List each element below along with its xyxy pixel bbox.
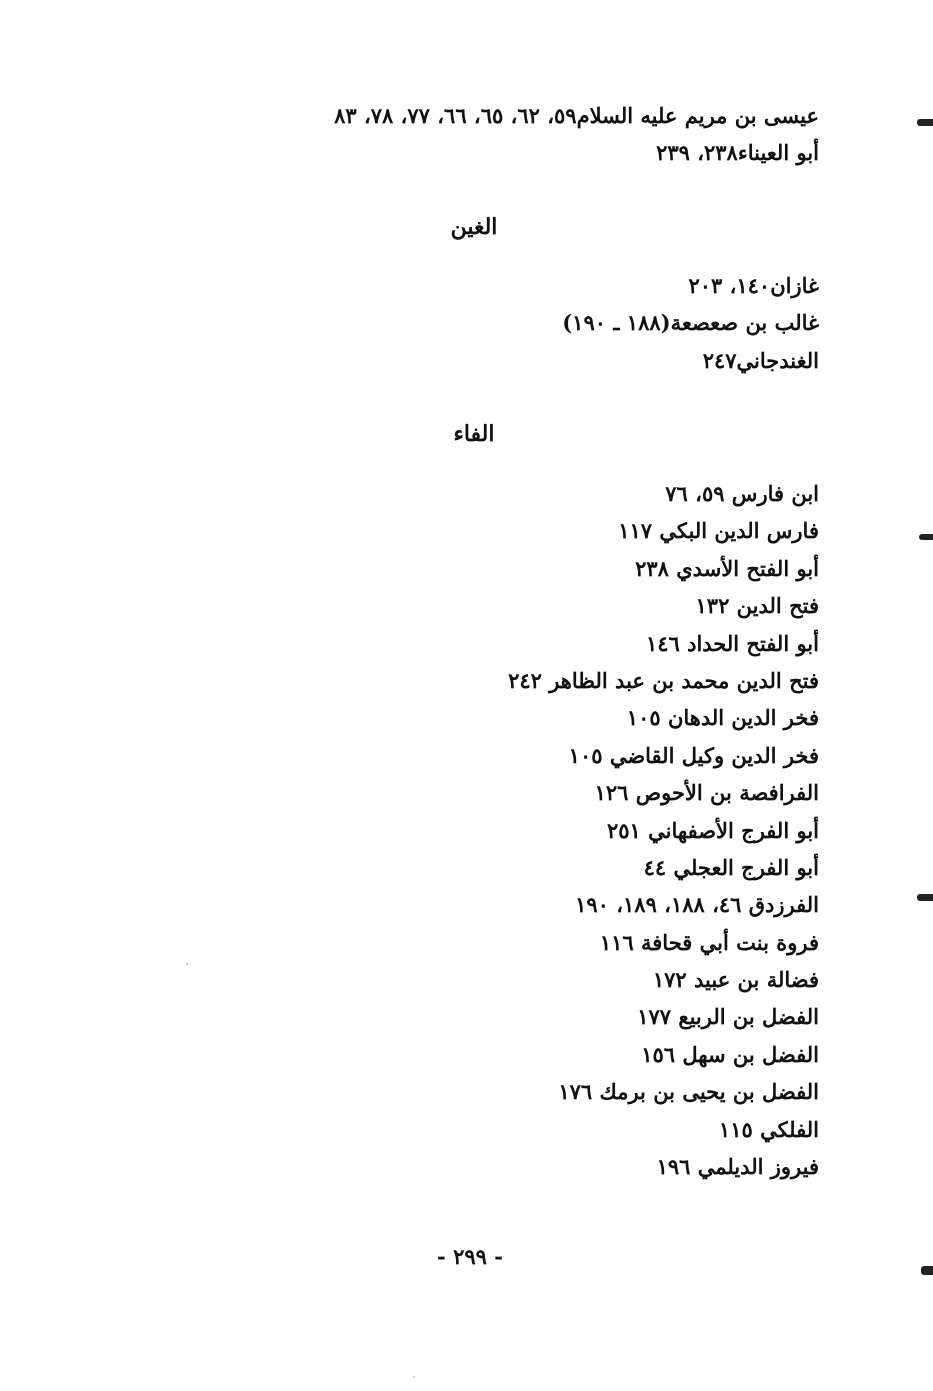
section-heading-ghain: الغين [450, 214, 498, 240]
index-entry: الفرزدق ٤٦، ١٨٨، ١٨٩، ١٩٠ [575, 892, 819, 918]
index-block-ghain [179, 267, 819, 379]
scan-speck [413, 1376, 415, 1378]
index-block-fa [179, 475, 819, 1185]
index-entry: أبو العيناء٢٣٨، ٢٣٩ [656, 140, 819, 165]
index-block-top [179, 97, 819, 171]
index-entry: فتح الدين محمد بن عبد الظاهر ٢٤٢ [508, 667, 819, 693]
index-entry: أبو الفرج الأصفهاني ٢٥١ [607, 817, 819, 843]
index-entry: الفضل بن الربيع ١٧٧ [637, 1004, 819, 1030]
binding-mark [921, 1266, 933, 1275]
index-entry: الغندجاني٢٤٧ [702, 347, 819, 373]
index-entry: غازان١٤٠، ٢٠٣ [688, 273, 819, 298]
index-entry: فضالة بن عبيد ١٧٢ [652, 967, 819, 993]
binding-mark [917, 894, 933, 901]
index-entry: غالب بن صعصعة(١٨٨ ـ ١٩٠) [562, 310, 819, 336]
index-entry: الفلكي ١١٥ [718, 1116, 819, 1142]
section-heading-fa: الفاء [453, 421, 495, 447]
binding-mark [919, 534, 933, 540]
index-entry: فخر الدين وكيل القاضي ١٠٥ [568, 742, 819, 768]
index-entry: أبو الفتح الأسدي ٢٣٨ [635, 555, 819, 581]
binding-mark [917, 119, 933, 126]
index-entry: الفضل بن يحيى بن برمك ١٧٦ [558, 1079, 819, 1105]
index-entry: الفضل بن سهل ١٥٦ [641, 1041, 819, 1067]
index-entry: ابن فارس ٥٩، ٧٦ [665, 481, 819, 506]
index-entry: أبو الفرج العجلي ٤٤ [643, 854, 819, 880]
page-number: - ٢٩٩ - [437, 1244, 503, 1269]
index-entry: أبو الفتح الحداد ١٤٦ [645, 630, 819, 656]
index-entry: فخر الدين الدهان ١٠٥ [626, 705, 819, 731]
index-entry: الفرافصة بن الأحوص ١٢٦ [594, 780, 819, 806]
index-entry: فروة بنت أبي قحافة ١١٦ [599, 929, 819, 955]
index-entry: فتح الدين ١٣٢ [695, 593, 819, 619]
index-entry: فارس الدين البكي ١١٧ [618, 518, 819, 544]
scan-speck [186, 963, 188, 965]
index-entry: عيسى بن مريم عليه السلام٥٩، ٦٢، ٦٥، ٦٦، ٧٧، ٧٨، ٨٣ [334, 103, 819, 128]
index-entry: فيروز الديلمي ١٩٦ [656, 1154, 819, 1180]
